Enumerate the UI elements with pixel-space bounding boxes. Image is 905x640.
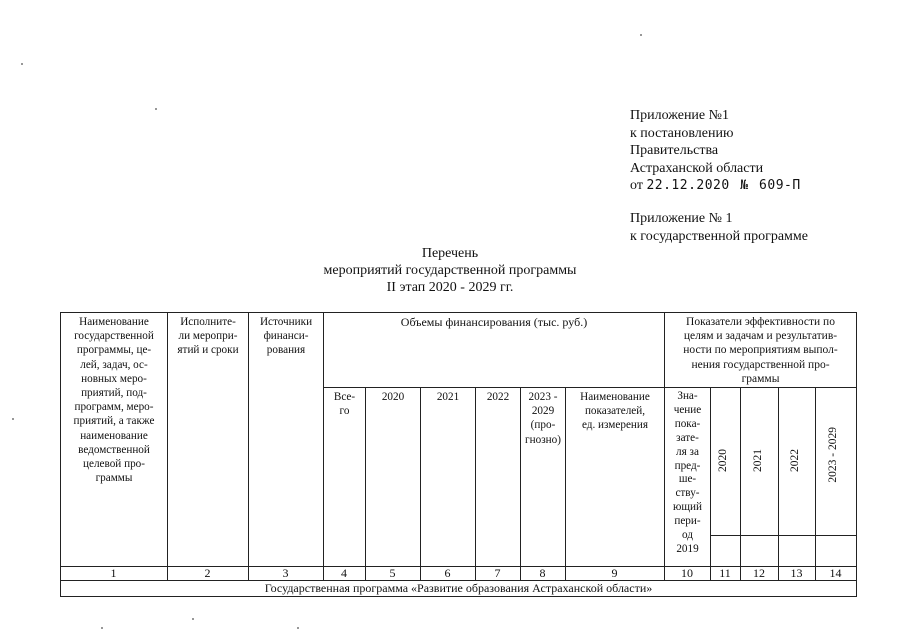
table-rule	[710, 535, 857, 536]
col-number: 10	[681, 566, 693, 580]
appendix-line: Астраханской области	[630, 160, 764, 176]
document-subtitle: мероприятий государственной программы	[323, 263, 577, 278]
appendix-line: Приложение №1	[630, 108, 729, 123]
table-rule	[420, 387, 421, 580]
col-number: 11	[719, 566, 731, 580]
perf-year-2023-2029: 2023 - 2029	[827, 427, 839, 483]
col-number: 4	[341, 566, 347, 580]
scan-speck	[640, 34, 642, 36]
appendix-line: к постановлению	[630, 125, 734, 141]
col-number: 7	[494, 566, 501, 580]
perf-year-2020: 2020	[717, 449, 729, 472]
perf-year-2021: 2021	[752, 449, 764, 472]
col1-header: Наименование государственной программы, це- лей, задач, ос- новных меро- приятий, под- программ, меро- приятий, а также наименование ведомственной целевой про- граммы	[73, 316, 155, 485]
table-rule	[815, 387, 816, 580]
table-border-bottom	[60, 596, 857, 597]
perf-year-2022: 2022	[789, 449, 801, 472]
scan-speck	[192, 618, 194, 620]
col-number: 2	[204, 566, 211, 580]
date-prefix: от	[630, 178, 643, 193]
performance-header: Показатели эффективности по целям и задачам и результатив- ности по мероприятиям выпол- нения государственной про- граммы	[683, 316, 838, 385]
table-rule	[778, 387, 779, 580]
col-number: 1	[110, 566, 117, 580]
table-border-right	[856, 312, 857, 596]
table-rule	[475, 387, 476, 580]
scan-speck	[12, 418, 14, 420]
scan-speck	[155, 108, 157, 110]
col-number: 3	[282, 566, 289, 580]
table-border-left	[60, 312, 61, 596]
col-number: 6	[444, 566, 451, 580]
table-rule	[323, 387, 664, 388]
indicator-name-header: Наименование показателей, ед. измерения	[580, 391, 650, 432]
appendix-line: к государственной программе	[630, 228, 808, 244]
col-number: 12	[753, 566, 765, 580]
table-rule	[664, 387, 857, 388]
table-rule	[323, 312, 324, 580]
appendix-decree-block	[630, 107, 801, 195]
table-rule	[710, 387, 711, 580]
appendix-program-block	[630, 210, 808, 245]
col-number: 5	[389, 566, 396, 580]
col2-header: Исполните- ли меропри- ятий и сроки	[177, 316, 239, 357]
appendix-line: Правительства	[630, 143, 719, 158]
document-stage: II этап 2020 - 2029 гг.	[386, 280, 514, 295]
col-number: 14	[829, 566, 842, 580]
funding-2021-header: 2021	[436, 391, 460, 403]
funding-2020-header: 2020	[381, 391, 405, 403]
table-rule	[365, 387, 366, 580]
col3-header: Источники финанси- рования	[259, 316, 313, 357]
number-sign: №	[740, 178, 749, 193]
scan-speck	[21, 63, 23, 65]
decree-number: 609-П	[759, 178, 801, 193]
appendix-line: Приложение № 1	[630, 211, 733, 226]
col-number: 9	[611, 566, 618, 580]
funding-2023-2029-header: 2023 - 2029 (про- гнозно)	[525, 391, 561, 446]
col-number: 13	[790, 566, 803, 580]
table-border-top	[60, 312, 857, 313]
table-rule	[740, 387, 741, 580]
funding-total-header: Все- го	[333, 391, 356, 418]
funding-2022-header: 2022	[486, 391, 510, 403]
scan-speck	[297, 627, 299, 629]
document-title: Перечень	[421, 246, 479, 261]
previous-period-value-header: Зна- чение пока- зате- ля за пред- ше- ству- ющий пери- од 2019	[673, 390, 702, 555]
program-row: Государственная программа «Развитие образования Астраханской области»	[264, 581, 653, 595]
decree-date: 22.12.2020	[646, 178, 730, 193]
scan-speck	[101, 627, 103, 629]
funding-header: Объемы финансирования (тыс. руб.)	[400, 315, 588, 329]
decree-date-line	[630, 177, 801, 195]
col-number: 8	[539, 566, 546, 580]
